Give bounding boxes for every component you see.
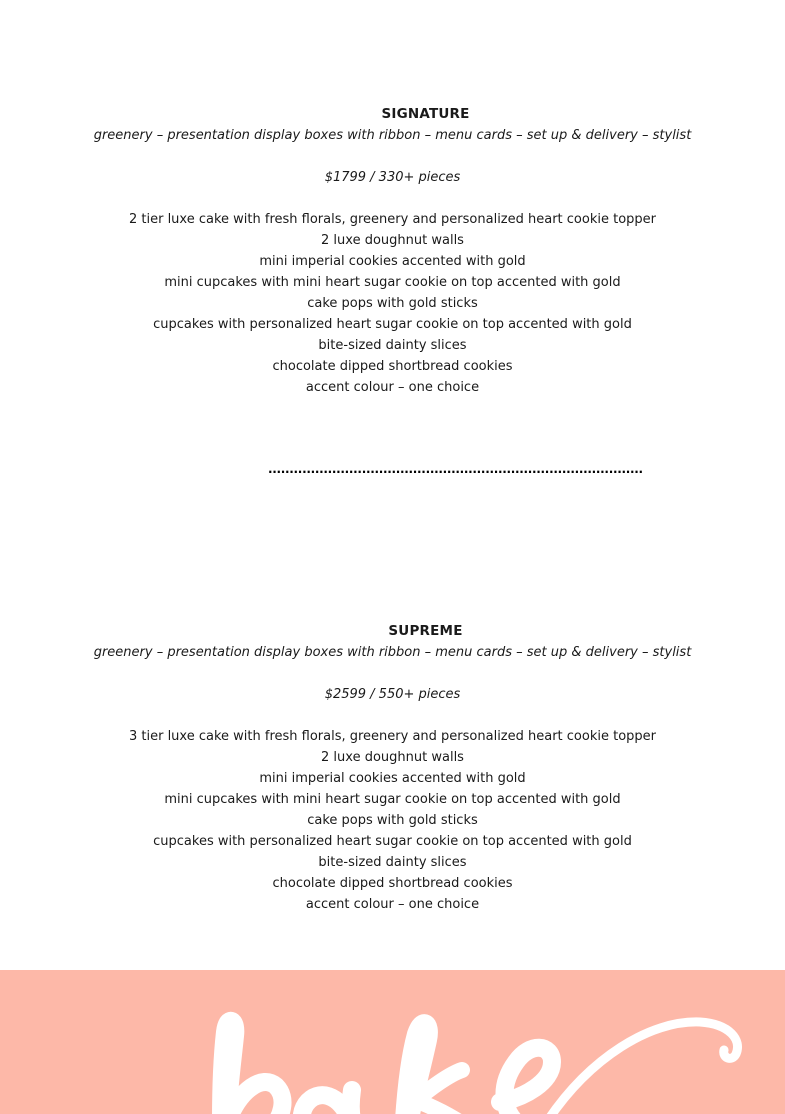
list-item: cupcakes with personalized heart sugar cookie on top accented with gold [153,834,632,849]
list-item: accent colour – one choice [305,897,480,912]
brand-logo-svg [0,970,785,1114]
package-item-list [0,209,785,398]
list-item: cake pops with gold sticks [307,296,478,311]
list-item: 2 luxe doughnut walls [321,233,464,248]
list-item: cupcakes with personalized heart sugar cookie on top accented with gold [153,317,632,332]
list-item: 2 tier luxe cake with fresh florals, greenery and personalized heart cookie topper [128,212,657,227]
list-item: mini cupcakes with mini heart sugar cookie on top accented with gold [164,275,621,290]
list-item: mini imperial cookies accented with gold [259,254,526,269]
package-extras: greenery – presentation display boxes with ribbon – menu cards – set up & delivery – stylist [93,128,692,143]
list-item: 2 luxe doughnut walls [321,750,464,765]
list-item: bite-sized dainty slices [318,855,467,870]
package-supreme [0,621,785,915]
list-item: bite-sized dainty slices [318,338,467,353]
list-item: cake pops with gold sticks [307,813,478,828]
package-item-list [0,726,785,915]
package-price: $2599 / 550+ pieces [324,687,461,702]
package-price: $1799 / 330+ pieces [324,170,461,185]
package-title: SUPREME [388,623,463,639]
package-extras: greenery – presentation display boxes with ribbon – menu cards – set up & delivery – stylist [93,645,692,660]
list-item: accent colour – one choice [305,380,480,395]
package-title: SIGNATURE [381,106,470,122]
list-item: mini cupcakes with mini heart sugar cookie on top accented with gold [164,792,621,807]
brand-band-background [0,970,785,1114]
package-signature [0,104,785,398]
list-item: 3 tier luxe cake with fresh florals, greenery and personalized heart cookie topper [128,729,657,744]
dotted-divider: ........................................................................................ [268,462,643,476]
list-item: mini imperial cookies accented with gold [259,771,526,786]
list-item: chocolate dipped shortbread cookies [272,876,513,891]
brand-band [0,970,785,1114]
list-item: chocolate dipped shortbread cookies [272,359,513,374]
